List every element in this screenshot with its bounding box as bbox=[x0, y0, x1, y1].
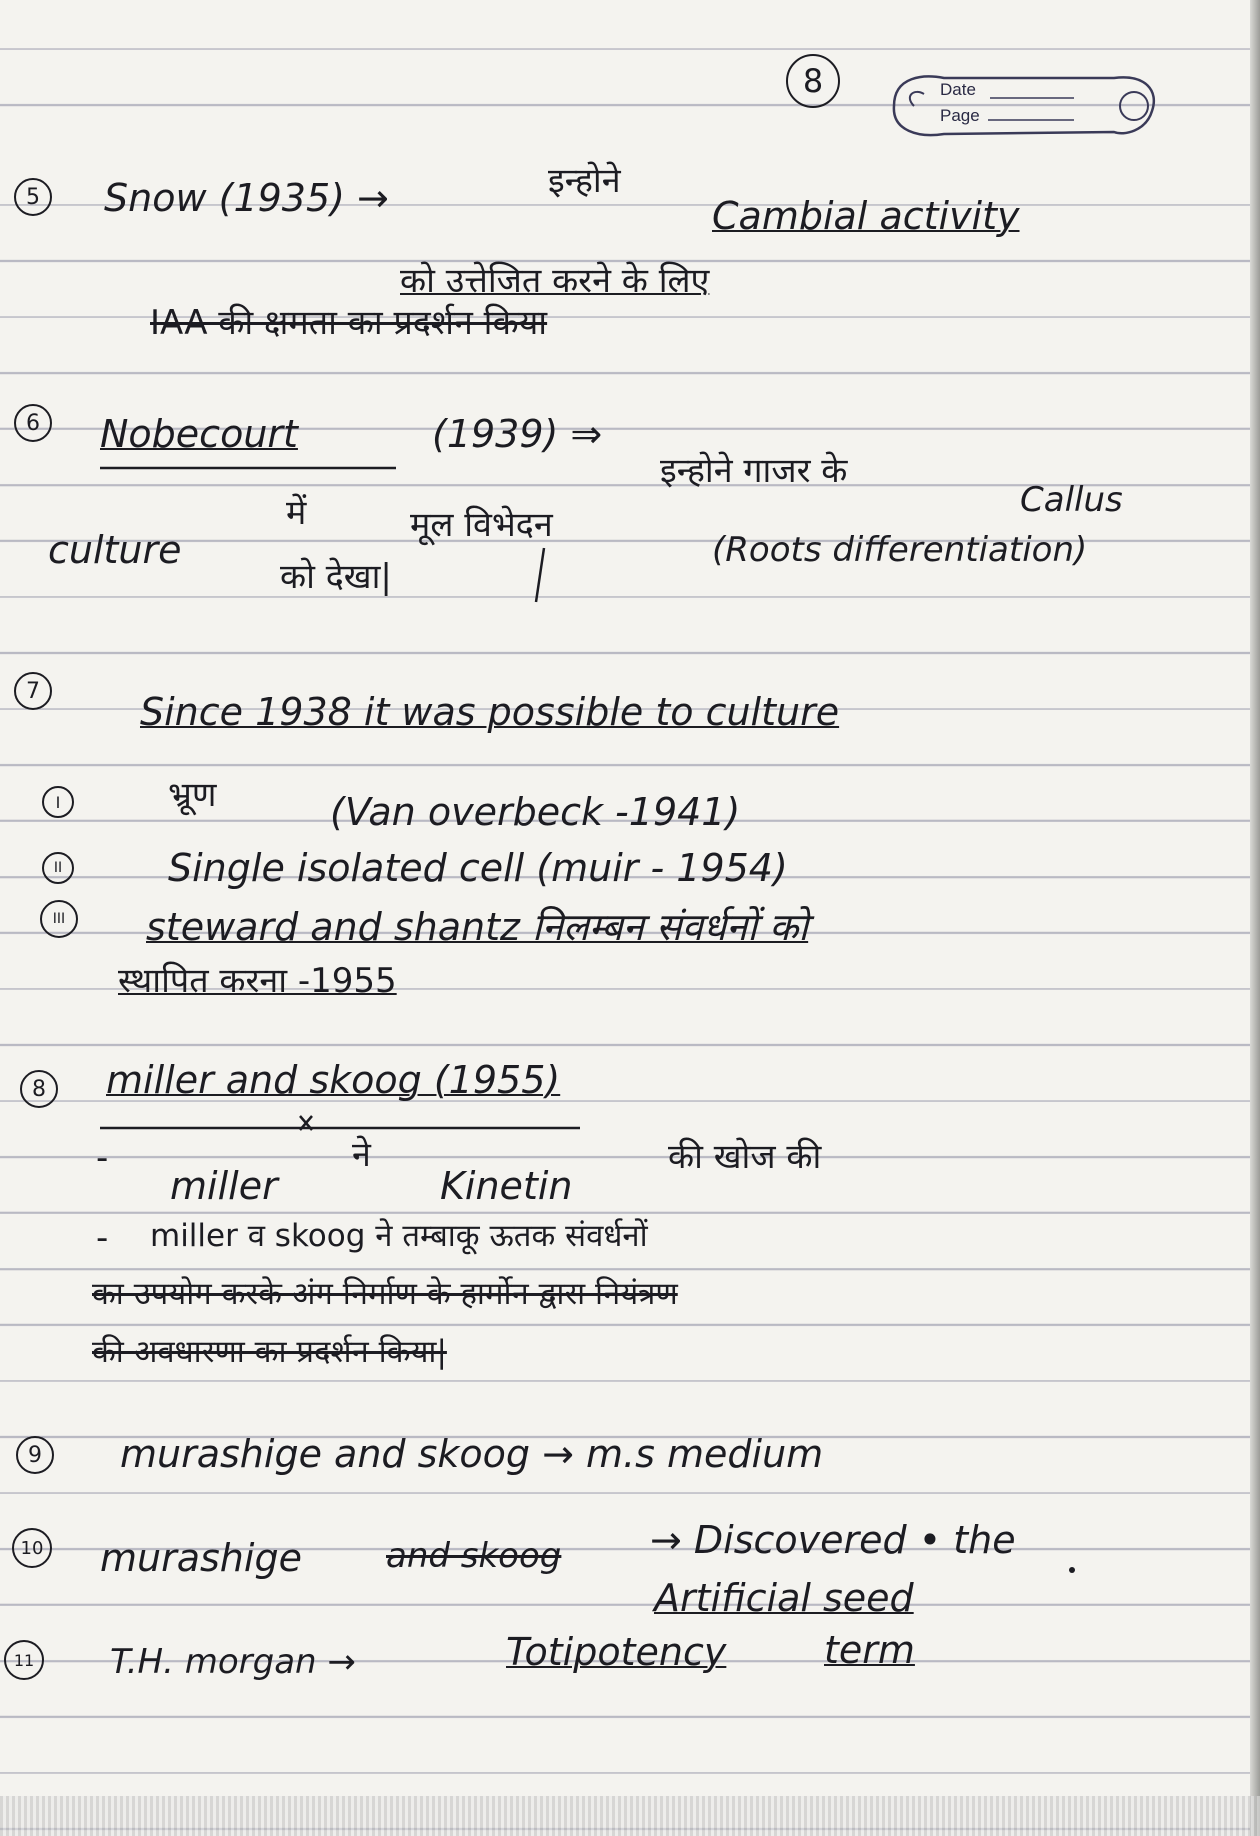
note8-b1-miller: miller bbox=[170, 1164, 278, 1208]
note8-b1-kinetin: Kinetin bbox=[440, 1164, 573, 1208]
note11-totipotency: Totipotency bbox=[506, 1630, 727, 1674]
date-label: Date bbox=[940, 80, 976, 99]
note6-title: Nobecourt bbox=[100, 412, 298, 456]
note6-line1-term: Callus bbox=[1020, 480, 1123, 520]
page-bottom-edge bbox=[0, 1796, 1260, 1836]
note7-i-ref: (Van overbeck -1941) bbox=[330, 790, 741, 834]
note8-b1-hindi: की खोज की bbox=[668, 1137, 822, 1177]
note11-term: term bbox=[824, 1628, 915, 1672]
note-number: 5 bbox=[14, 178, 52, 216]
notebook-spine bbox=[1250, 0, 1260, 1836]
note5-line1-hindi: इन्होने bbox=[548, 161, 621, 201]
note5-line2: को उत्तेजित करने के लिए bbox=[400, 261, 710, 301]
note6-line2-hindi-a: में bbox=[286, 493, 307, 533]
page-number: 8 bbox=[786, 54, 840, 108]
note5-line3: IAA की क्षमता का प्रदर्शन किया bbox=[150, 303, 548, 343]
note8-title: miller and skoog (1955) bbox=[106, 1058, 561, 1102]
roman-numeral: III bbox=[40, 900, 78, 938]
note7-i-text: भ्रूण bbox=[168, 775, 217, 815]
roman-numeral: II bbox=[42, 852, 74, 884]
note7-line1: Since 1938 it was possible to culture bbox=[140, 690, 840, 734]
note8-b2-line3: की अवधारणा का प्रदर्शन किया| bbox=[92, 1334, 447, 1370]
note10-text2: → Discovered • the bbox=[650, 1518, 1016, 1562]
note8-b1-ne: ने bbox=[352, 1135, 371, 1175]
note6-line1-year: (1939) ⇒ bbox=[432, 412, 603, 456]
note6-culture: culture bbox=[48, 528, 182, 572]
note-number: 9 bbox=[16, 1436, 54, 1474]
note6-line2-hindi-b: मूल विभेदन bbox=[410, 505, 553, 545]
note10-text3: Artificial seed bbox=[654, 1576, 914, 1620]
note7-iii-text: steward and shantz निलम्बन संवर्धनों को bbox=[146, 905, 809, 949]
note-number: 7 bbox=[14, 672, 52, 710]
note6-line1-hindi: इन्होने गाजर के bbox=[660, 451, 848, 491]
note7-iii-text2: स्थापित करना -1955 bbox=[118, 961, 397, 1001]
note-number: 6 bbox=[14, 404, 52, 442]
roman-numeral: I bbox=[42, 786, 74, 818]
note9-text: murashige and skoog → m.s medium bbox=[120, 1432, 824, 1476]
note10-text1: murashige bbox=[100, 1536, 302, 1580]
note8-b2-line1: miller व skoog ने तम्बाकू ऊतक संवर्धनों bbox=[150, 1218, 648, 1254]
note10-struck: and skoog bbox=[386, 1536, 562, 1576]
note-number: 8 bbox=[20, 1070, 58, 1108]
note8-b1-dash: - bbox=[96, 1138, 109, 1178]
note5-line1-term: Cambial activity bbox=[712, 194, 1020, 238]
note8-b2-line2: का उपयोग करके अंग निर्माण के हार्मोन द्वारा नियंत्रण bbox=[92, 1276, 678, 1312]
page-label: Page bbox=[940, 106, 980, 125]
note5-line1-author: Snow (1935) → bbox=[104, 176, 389, 220]
note-number: 11 bbox=[4, 1640, 44, 1680]
note6-line3-hindi: को देखा| bbox=[280, 557, 392, 597]
note11-text1: T.H. morgan → bbox=[110, 1642, 356, 1682]
note7-ii-text: Single isolated cell (muir - 1954) bbox=[168, 846, 788, 890]
note8-b2-dash: - bbox=[96, 1218, 109, 1258]
note-number: 10 bbox=[12, 1528, 52, 1568]
note6-line3-term: (Roots differentiation) bbox=[712, 530, 1088, 570]
